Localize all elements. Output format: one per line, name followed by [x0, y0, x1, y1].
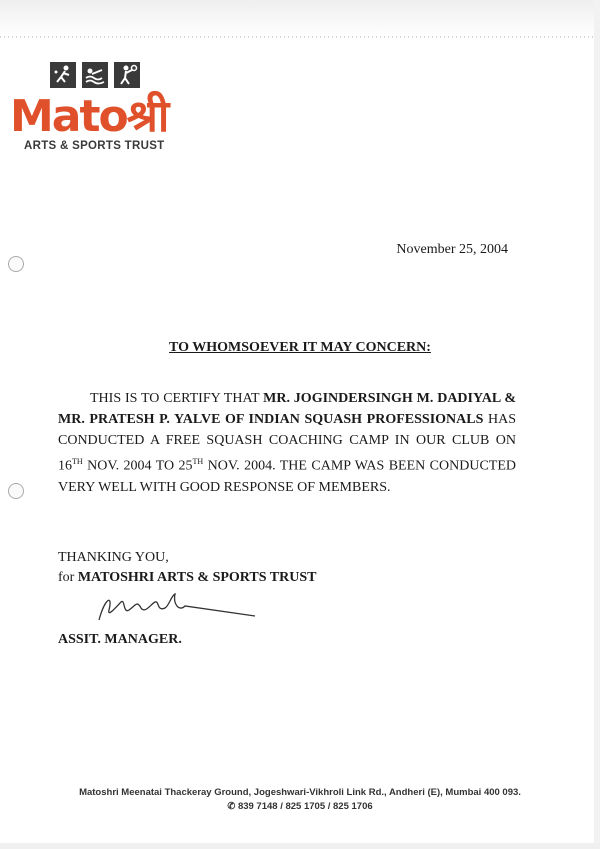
signatory-title: ASSIT. MANAGER.	[58, 632, 182, 647]
brand-name: Matoश्री	[10, 91, 168, 142]
certificate-body	[58, 388, 516, 498]
punch-hole	[8, 483, 24, 499]
scan-edge	[0, 843, 600, 849]
footer-address: Matoshri Meenatai Thackeray Ground, Jogeshwari-Vikhroli Link Rd., Andheri (E), Mumbai 400 093.	[79, 787, 521, 798]
body-intro: THIS IS TO CERTIFY THAT	[90, 391, 264, 406]
letterhead-footer	[0, 786, 600, 814]
body-mid: HAS CONDUCTED A FREE SQUASH COACHING CAMP IN OUR CLUB ON 16	[58, 412, 516, 474]
for-prefix: for	[58, 570, 78, 585]
perforation-line	[0, 36, 600, 38]
footer-phones: ✆ 839 7148 / 825 1705 / 825 1706	[227, 801, 373, 812]
scan-edge	[0, 0, 600, 38]
superscript: TH	[72, 457, 83, 466]
scan-edge	[594, 0, 600, 849]
for-line	[58, 568, 316, 588]
signature	[95, 588, 260, 628]
thanking-line: THANKING YOU,	[58, 550, 169, 565]
closing-block	[58, 548, 316, 588]
brand-subtitle: ARTS & SPORTS TRUST	[24, 140, 165, 152]
letterhead-logo	[10, 62, 190, 157]
letter-date: November 25, 2004	[396, 242, 508, 257]
organization-name: MATOSHRI ARTS & SPORTS TRUST	[77, 570, 317, 585]
certified-names: MR. JOGINDERSINGH M. DADIYAL & MR. PRATESH P. YALVE OF INDIAN SQUASH PROFESSIONALS	[58, 391, 516, 427]
letter-heading	[0, 340, 600, 356]
punch-hole	[8, 256, 24, 272]
body-paragraph	[58, 388, 516, 498]
body-mid2: NOV. 2004 TO 25	[82, 458, 193, 474]
body-end: NOV. 2004. THE CAMP WAS BEEN CONDUCTED VERY WELL WITH GOOD RESPONSE OF MEMBERS.	[58, 458, 517, 495]
heading-text: TO WHOMSOEVER IT MAY CONCERN:	[169, 340, 431, 355]
superscript: TH	[192, 457, 204, 466]
